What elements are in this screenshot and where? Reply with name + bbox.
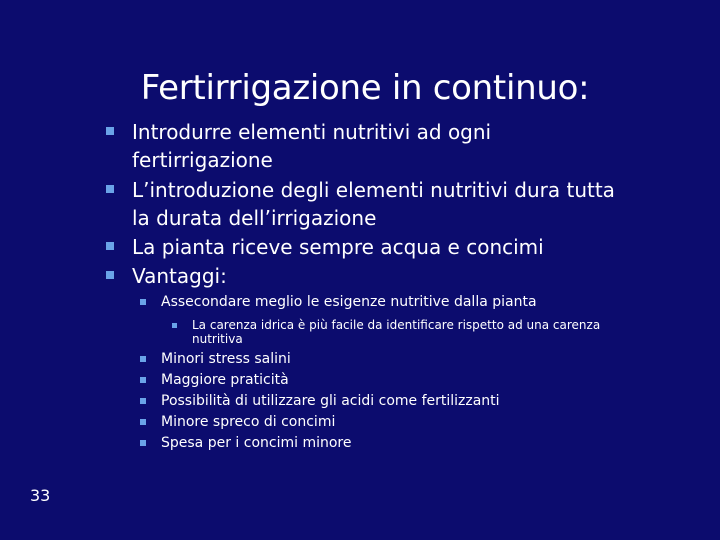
bullet-item — [106, 176, 615, 232]
square-bullet-icon — [106, 242, 114, 250]
bullet-text: L’introduzione degli elementi nutritivi dura tutta la durata dell’irrigazione — [132, 178, 615, 230]
bullet-item — [106, 118, 491, 174]
sub-bullet-item — [140, 349, 291, 370]
square-bullet-icon — [140, 419, 146, 425]
square-bullet-icon — [106, 127, 114, 135]
bullet-text: La pianta riceve sempre acqua e concimi — [132, 235, 544, 259]
sub-bullet-text: Minori stress salini — [161, 351, 291, 367]
sub-bullet-text: Minore spreco di concimi — [161, 414, 336, 430]
square-bullet-icon — [140, 440, 146, 446]
square-bullet-icon — [172, 323, 177, 328]
page-number: 33 — [30, 486, 51, 505]
sub-bullet-item — [140, 391, 500, 412]
sub-bullet-text: Maggiore praticità — [161, 372, 289, 388]
sub-bullet-item — [140, 412, 335, 433]
square-bullet-icon — [140, 299, 146, 305]
square-bullet-icon — [140, 377, 146, 383]
sub-bullet-item — [140, 292, 537, 313]
slide-title: Fertirrigazione in continuo: — [140, 68, 590, 108]
sub-sub-bullet-item — [172, 318, 600, 346]
sub-bullet-item — [140, 370, 289, 391]
sub-bullet-text: Assecondare meglio le esigenze nutritive dalla pianta — [161, 294, 537, 310]
sub-bullet-item — [140, 433, 351, 454]
square-bullet-icon — [106, 271, 114, 279]
bullet-text: Vantaggi: — [132, 264, 227, 288]
bullet-item — [106, 262, 227, 290]
sub-bullet-text: Possibilità di utilizzare gli acidi come fertilizzanti — [161, 393, 500, 409]
bullet-text: Introdurre elementi nutritivi ad ogni fertirrigazione — [132, 120, 492, 172]
sub-bullet-text: Spesa per i concimi minore — [161, 435, 352, 451]
sub-sub-bullet-text: La carenza idrica è più facile da identificare rispetto ad una carenza nutritiva — [192, 318, 601, 346]
bullet-item — [106, 233, 544, 261]
square-bullet-icon — [140, 398, 146, 404]
square-bullet-icon — [106, 185, 114, 193]
square-bullet-icon — [140, 356, 146, 362]
